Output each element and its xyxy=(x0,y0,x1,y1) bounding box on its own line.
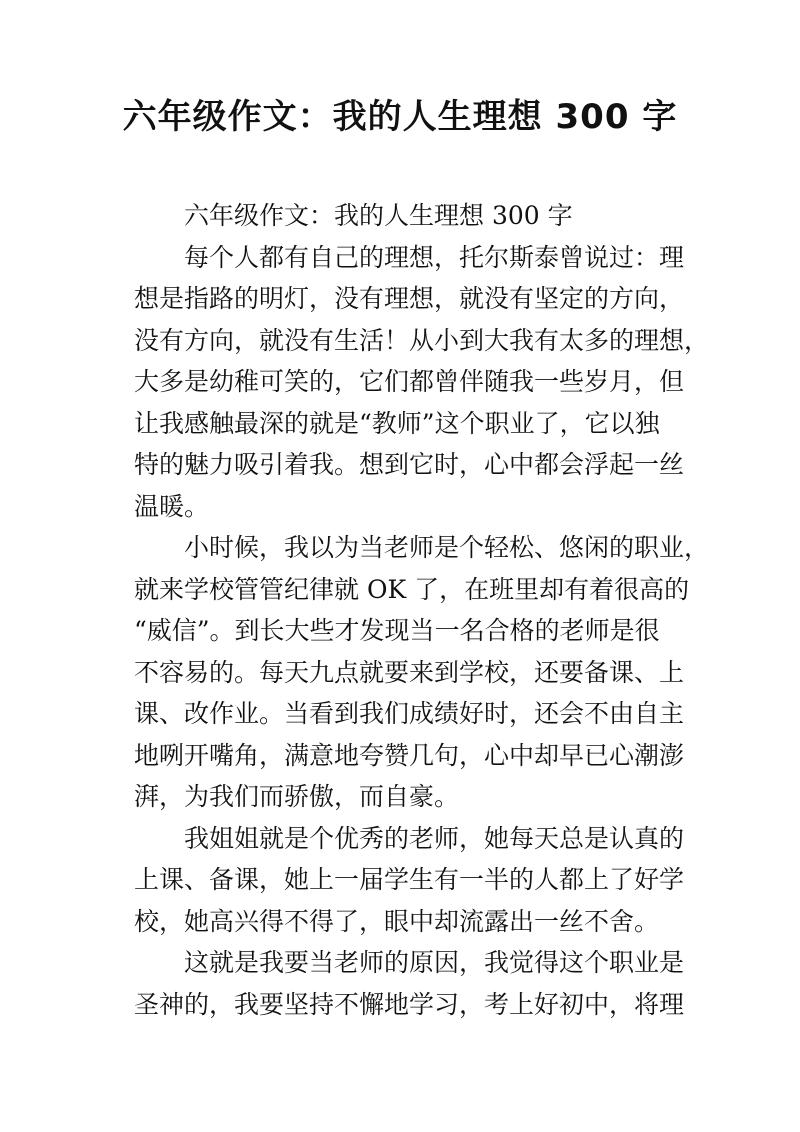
body-line: 我姐姐就是个优秀的老师，她每天总是认真的 xyxy=(184,823,685,853)
body-line: 温暖。 xyxy=(134,491,210,521)
body-line: 上课、备课，她上一届学生有一半的人都上了好学 xyxy=(134,865,685,894)
body-line: 地咧开嘴角，满意地夸赞几句，心中却早已心潮澎 xyxy=(134,740,685,770)
body-line: 这就是我要当老师的原因，我觉得这个职业是 xyxy=(184,948,685,977)
body-line: 想是指路的明灯，没有理想，就没有坚定的方向， xyxy=(134,284,685,313)
body-line: 就来学校管管纪律就 OK 了，在班里却有着很高的 xyxy=(134,574,690,604)
body-line: 大多是幼稚可笑的，它们都曾伴随我一些岁月，但 xyxy=(134,367,685,396)
body-line: 小时候，我以为当老师是个轻松、悠闲的职业， xyxy=(184,533,710,562)
body-line: 六年级作文：我的人生理想 300 字 xyxy=(184,201,573,230)
body-line: 不容易的。每天九点就要来到学校，还要备课、上 xyxy=(134,657,685,687)
body-line: 校，她高兴得不得了，眼中却流露出一丝不舍。 xyxy=(134,906,660,936)
body-line: 让我感触最深的就是“教师”这个职业了，它以独 xyxy=(134,408,660,438)
body-line: 每个人都有自己的理想，托尔斯泰曾说过：理 xyxy=(184,242,685,272)
body-line: “威信”。到长大些才发现当一名合格的老师是很 xyxy=(134,616,660,645)
document-body xyxy=(134,195,710,1025)
body-line: 课、改作业。当看到我们成绩好时，还会不由自主 xyxy=(134,699,685,728)
body-line: 特的魅力吸引着我。想到它时，心中都会浮起一丝 xyxy=(134,450,685,479)
body-line: 圣神的，我要坚持不懈地学习，考上好初中，将理 xyxy=(134,989,685,1019)
document-title: 六年级作文：我的人生理想 300 字 xyxy=(122,97,678,137)
body-line: 湃，为我们而骄傲，而自豪。 xyxy=(134,782,460,811)
body-line: 没有方向，就没有生活！从小到大我有太多的理想， xyxy=(134,325,710,355)
